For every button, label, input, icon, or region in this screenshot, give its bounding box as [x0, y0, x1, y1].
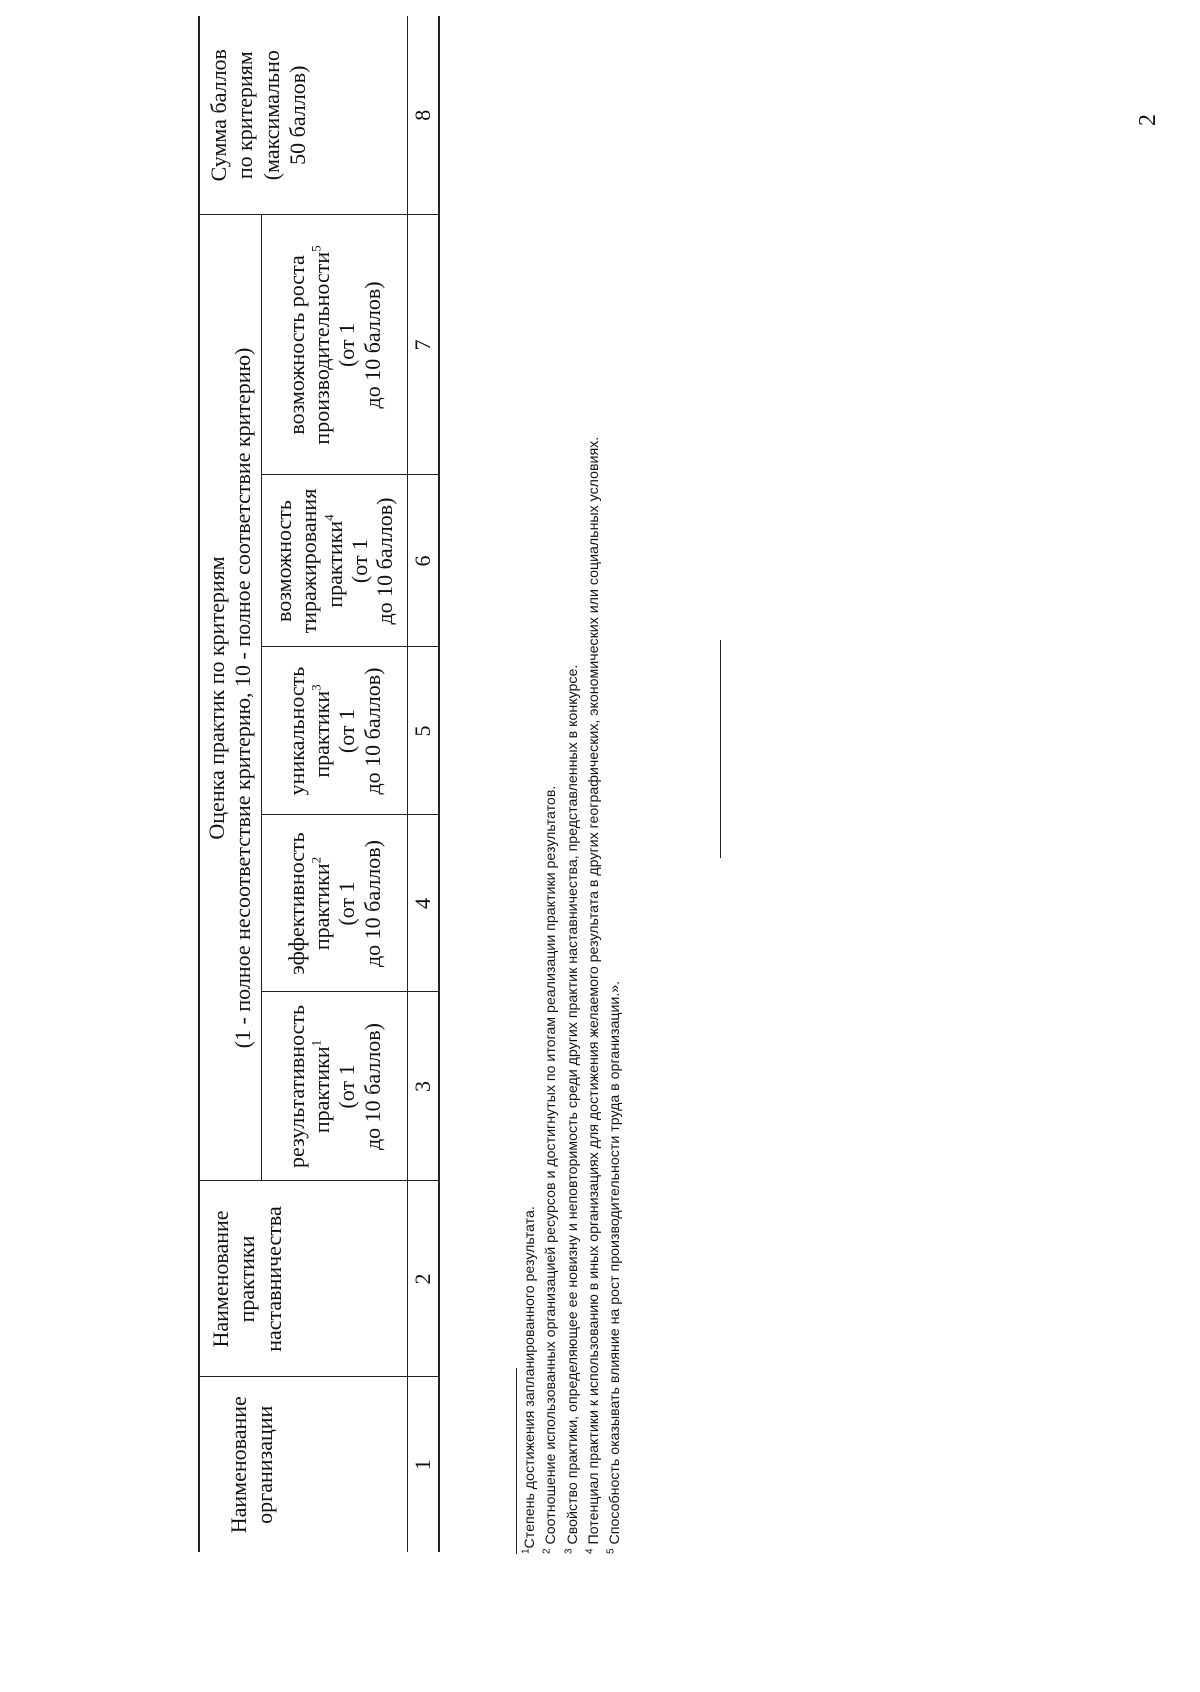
score-sum-line: (максимально — [258, 50, 284, 181]
footnote-mark: 3 — [562, 1548, 574, 1554]
header-practice-name: Наименование практики наставничества — [199, 1181, 407, 1377]
score-sum-line: 50 баллов) — [285, 65, 311, 165]
footnote-ref: 4 — [321, 514, 337, 521]
footnote-ref: 5 — [308, 245, 324, 252]
criterion-line: (от 1 — [334, 881, 360, 926]
footnote-text: Свойство практики, определяющее ее новизну и неповторимость среди других практик наставничества, представленных в конкурсе. — [564, 664, 581, 1545]
column-number: 7 — [407, 215, 439, 475]
column-number: 2 — [407, 1181, 439, 1377]
header-criterion-productivity-growth — [261, 215, 407, 475]
criterion-line: до 10 баллов) — [359, 840, 385, 968]
criterion-line: (от 1 — [334, 1064, 360, 1109]
footnote-text: Соотношение использованных организацией ресурсов и достигнутых по итогам реализации практики результатов. — [543, 785, 560, 1545]
footnote-text: Потенциал практики к использованию в иных организациях для достижения желаемого результата в других географических, экономических или социальных условиях. — [585, 436, 602, 1545]
criterion-line: (от 1 — [346, 538, 372, 584]
end-of-document-rule — [720, 640, 721, 858]
criterion-line: эффективность — [283, 832, 309, 975]
column-number: 3 — [407, 992, 439, 1181]
criteria-evaluation-table — [198, 16, 440, 1552]
criterion-line: практики$^3$ — [308, 684, 334, 778]
header-criterion-uniqueness — [261, 647, 407, 815]
criterion-line: возможность роста — [283, 255, 309, 435]
criterion-line: практики$^2$ — [308, 856, 334, 951]
footnote-mark: 2 — [541, 1548, 553, 1554]
header-criterion-efficiency — [261, 815, 407, 992]
criterion-line: до 10 баллов) — [372, 497, 398, 625]
footnote-ref: 2 — [308, 856, 324, 864]
criterion-line: до 10 баллов) — [359, 281, 385, 409]
footnote-mark: 5 — [605, 1548, 617, 1554]
column-number: 5 — [407, 647, 439, 815]
criteria-group-title: Оценка практик по критериям — [204, 556, 229, 840]
criterion-line: (от 1 — [334, 708, 360, 754]
criterion-line: практики$^1$ — [308, 1039, 334, 1134]
footnote-ref: 1 — [308, 1039, 324, 1047]
criterion-line: результативность — [283, 1004, 309, 1169]
footnote — [541, 54, 562, 1554]
footnotes — [520, 54, 626, 1554]
footnote-ref: 3 — [308, 684, 324, 691]
footnote — [584, 54, 605, 1554]
footnote-mark: 4 — [584, 1548, 596, 1554]
column-number: 4 — [407, 815, 439, 992]
criterion-line: возможность — [271, 500, 297, 622]
criterion-line: производительности$^5$ — [308, 245, 334, 445]
footnote-mark: 1 — [520, 1548, 532, 1554]
footnote — [563, 54, 584, 1554]
criterion-line: до 10 баллов) — [359, 667, 385, 795]
header-criteria-group — [199, 215, 261, 1181]
column-number: 8 — [407, 16, 439, 215]
column-number: 1 — [407, 1377, 439, 1552]
criteria-group-scale: (1 - полное несоответствие критерию, 10 - полное соответствие критерию) — [230, 347, 256, 1049]
criterion-line: (от 1 — [334, 322, 360, 368]
header-organization-name: Наименование организации — [199, 1377, 407, 1552]
header-score-sum — [199, 16, 407, 215]
criterion-line: уникальность — [283, 666, 309, 796]
footnote — [605, 54, 626, 1554]
footnote-separator — [516, 1368, 517, 1554]
page-number: 2 — [1135, 114, 1161, 126]
header-criterion-effectiveness-result — [261, 992, 407, 1181]
score-sum-line: по критериям — [232, 51, 258, 180]
criterion-line: практики$^4$ — [321, 514, 347, 608]
header-criterion-replicability — [261, 475, 407, 647]
criterion-line: тиражирования — [296, 488, 322, 634]
column-number: 6 — [407, 475, 439, 647]
footnote-text: Способность оказывать влияние на рост производительности труда в организации.». — [607, 980, 624, 1545]
column-numbers-row — [407, 16, 439, 1552]
footnote-text: Степень достижения запланированного результата. — [522, 1206, 538, 1549]
score-sum-line: Сумма баллов — [206, 49, 231, 182]
footnote — [520, 54, 541, 1554]
criterion-line: до 10 баллов) — [359, 1023, 385, 1151]
